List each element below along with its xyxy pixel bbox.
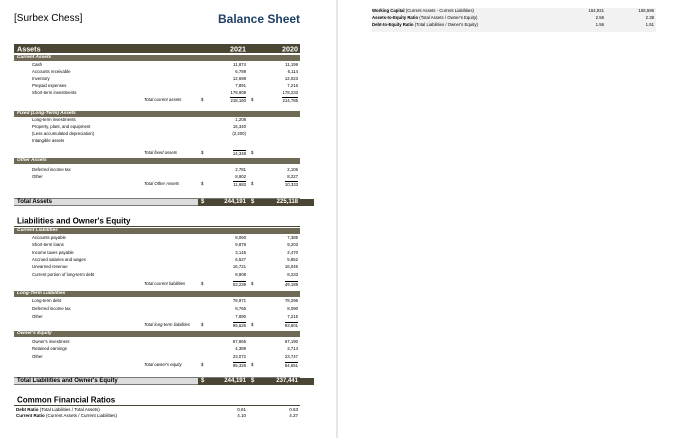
table-row: Accrued salaries and wages 6,527 5,852 <box>32 257 298 262</box>
table-row: (Less accumulated depreciation) (2,200) <box>32 131 246 136</box>
current-assets-subheader: Current Assets <box>14 55 300 61</box>
liabilities-header <box>14 215 300 227</box>
table-row: Other 23,072 23,747 <box>32 354 298 359</box>
current-liabilities-subheader: Current Liabilities <box>14 228 300 234</box>
table-row: Long-term investments 1,208 <box>32 117 246 122</box>
table-row: Current portion of long-term debt 8,908 8,233 <box>32 272 298 277</box>
other-assets-subheader: Other Assets <box>14 158 300 164</box>
page-title: Balance Sheet <box>218 12 301 26</box>
table-row: Other 7,890 7,215 <box>32 314 298 319</box>
fixed-assets-subheader: Fixed (Long-Term) Assets <box>14 111 300 117</box>
year-2021-label: 2021 <box>230 44 246 53</box>
assets-header-label: Assets <box>17 44 41 53</box>
table-row: Long-term debt 78,971 78,296 <box>32 298 298 303</box>
table-row: Short-term investments 178,908 178,233 <box>32 90 298 95</box>
sheet-page-1 <box>0 0 336 438</box>
table-row: Property, plant, and equipment 15,340 <box>32 124 246 129</box>
table-row: Prepaid expenses 7,891 7,216 <box>32 83 298 88</box>
long-term-liabilities-subheader: Long-Term Liabilities <box>14 291 300 297</box>
sheet-page-2 <box>338 0 680 438</box>
assets-header <box>14 44 300 53</box>
table-row: Unearned revenue 16,721 16,046 <box>32 264 298 269</box>
liabilities-header-label: Liabilities and Owner's Equity <box>17 216 131 225</box>
ratio-row-working-capital: Working Capital (Current Assets - Current Liabilities) 164,921 165,596 <box>372 8 654 13</box>
total-current-liabilities-row: Total current liabilities $ 53,239 $ 49,189 <box>144 281 298 287</box>
total-liabilities-equity-label: Total Liabilities and Owner's Equity <box>17 378 118 384</box>
table-row: Intangible assets <box>32 138 65 143</box>
table-row: Owner's investment 67,865 67,190 <box>32 339 298 344</box>
ratios-header <box>14 395 300 406</box>
ratio-row-debt-to-equity: Debt-to-Equity Ratio (Total Liabilities / Owner's Equity) 1.56 1.51 <box>372 22 654 27</box>
table-row: Deferred income tax 2,781 2,106 <box>32 167 298 172</box>
table-row: Accounts receivable 6,789 6,114 <box>32 69 298 74</box>
ratios-header-label: Common Financial Ratios <box>17 395 116 405</box>
total-assets-row: Total Assets $ 244,191 $ 225,118 <box>14 198 300 206</box>
table-row: Retained earnings 4,389 3,714 <box>32 346 298 351</box>
total-fixed-assets-row: Total fixed assets $ 14,348 $ <box>144 150 254 156</box>
owners-equity-subheader: Owner's Equity <box>14 331 300 337</box>
company-name: [Surbex Chess] <box>14 13 83 24</box>
table-row: Cash 11,874 11,199 <box>32 62 298 67</box>
ratio-row-current: Current Ratio (Current Assets / Current Liabilities) 4.10 4.37 <box>16 413 298 418</box>
ratio-row-assets-to-equity: Assets-to-Equity Ratio (Total Assets / Owner's Equity) 2.56 2.38 <box>372 15 654 20</box>
table-row: Inventory 12,698 12,023 <box>32 76 298 81</box>
table-row: Other 8,902 8,227 <box>32 174 298 179</box>
year-2020-label: 2020 <box>282 44 298 53</box>
table-row: Short-term loans 9,878 9,203 <box>32 242 298 247</box>
ratio-row-debt: Debt Ratio (Total Liabilities / Total Assets) 0.61 0.63 <box>16 407 298 412</box>
table-row: Accounts payable 8,060 7,385 <box>32 235 298 240</box>
total-assets-label: Total Assets <box>17 199 53 205</box>
total-current-assets-row: Total current assets $ 218,160 $ 214,785 <box>144 97 298 103</box>
table-row: Income taxes payable 3,145 2,470 <box>32 250 298 255</box>
total-liabilities-equity-row: Total Liabilities and Owner's Equity $ 244,191 $ 237,441 <box>14 377 300 385</box>
table-row: Deferred income tax 8,765 8,090 <box>32 306 298 311</box>
total-long-term-liabilities-row: Total long-term liabilities $ 95,626 $ 93,601 <box>144 322 298 328</box>
total-other-assets-row: Total Other Assets $ 11,683 $ 10,333 <box>144 181 298 187</box>
total-owners-equity-row: Total owner's equity $ 95,326 $ 94,651 <box>144 362 298 368</box>
